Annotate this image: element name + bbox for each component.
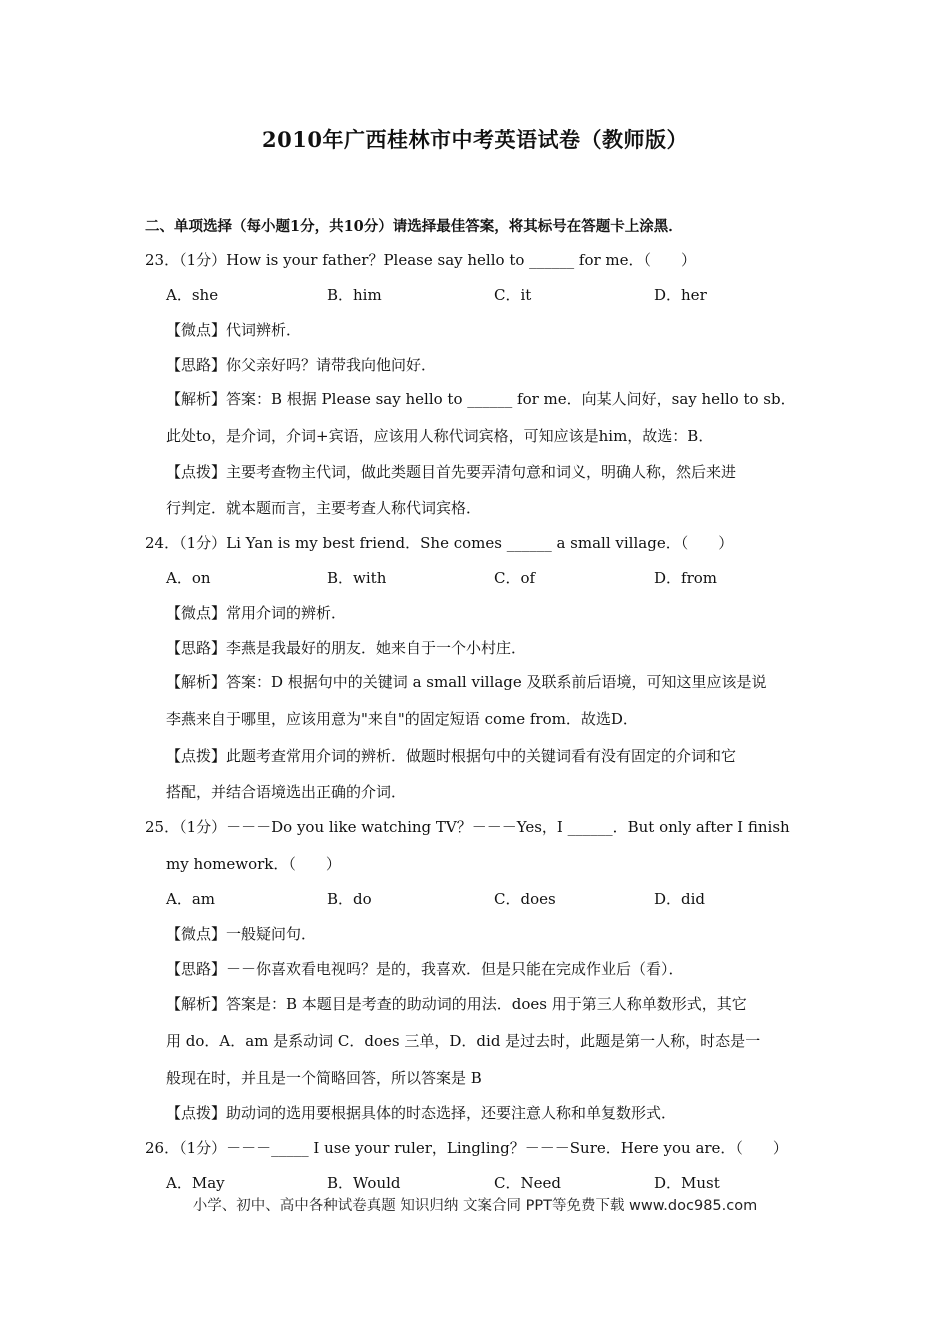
analysis-line: 【思路】李燕是我最好的朋友．她来自于一个小村庄． bbox=[166, 639, 527, 657]
analysis-line: 【解析】答案：D 根据句中的关键词 a small village 及联系前后语境，可知这里应该是说 bbox=[166, 673, 767, 691]
option-a: A．on bbox=[166, 569, 211, 587]
analysis-line: 【点拨】主要考查物主代词，做此类题目首先要弄清句意和词义，明确人称，然后来进 bbox=[166, 463, 737, 481]
option-d: D．Must bbox=[654, 1174, 720, 1192]
option-c: C．does bbox=[494, 890, 556, 908]
analysis-line: 此处to，是介词，介词+宾语，应该用人称代词宾格，可知应该是him，故选：B． bbox=[166, 427, 714, 445]
option-b: B．him bbox=[327, 286, 382, 304]
analysis-line: 【点拨】此题考查常用介词的辨析．做题时根据句中的关键词看有没有固定的介词和它 bbox=[166, 747, 737, 765]
analysis-line: 用 do．A．am 是系动词 C．does 三单，D．did 是过去时，此题是第一人称，时态是一 bbox=[166, 1032, 761, 1050]
question-stem: 24．（1分）Li Yan is my best friend．She comes ______ a small village．（ ） bbox=[145, 534, 734, 552]
analysis-line: 【思路】－－你喜欢看电视吗？是的，我喜欢．但是只能在完成作业后（看）． bbox=[166, 960, 684, 978]
analysis-line: 行判定．就本题而言，主要考查人称代词宾格． bbox=[166, 499, 482, 517]
analysis-line: 【微点】常用介词的辨析． bbox=[166, 604, 347, 622]
analysis-line: 般现在时，并且是一个简略回答，所以答案是 B bbox=[166, 1069, 482, 1087]
question-stem: 23．（1分）How is your father？Please say hello to ______ for me．（ ） bbox=[145, 251, 697, 269]
analysis-line: 【微点】一般疑问句． bbox=[166, 925, 317, 943]
question-stem-continued: my homework．（ ） bbox=[166, 855, 341, 873]
option-d: D．her bbox=[654, 286, 707, 304]
option-c: C．it bbox=[494, 286, 532, 304]
option-d: D．did bbox=[654, 890, 706, 908]
section-heading: 二、单项选择（每小题1分，共10分）请选择最佳答案，将其标号在答题卡上涂黑． bbox=[145, 218, 683, 235]
analysis-line: 【解析】答案是：B 本题目是考查的助动词的用法．does 用于第三人称单数形式，其它 bbox=[166, 995, 747, 1013]
option-b: B．Would bbox=[327, 1174, 401, 1192]
document-title: 2010年广西桂林市中考英语试卷（教师版） bbox=[262, 127, 688, 152]
option-a: A．May bbox=[166, 1174, 225, 1192]
analysis-line: 【解析】答案：B 根据 Please say hello to ______ for me．向某人问好，say hello to sb． bbox=[166, 390, 796, 408]
option-d: D．from bbox=[654, 569, 718, 587]
option-a: A．she bbox=[166, 286, 219, 304]
analysis-line: 【思路】你父亲好吗？请带我向他问好． bbox=[166, 356, 437, 374]
question-stem: 26．（1分）－－－_____ I use your ruler，Lingling？－－－Sure．Here you are．（ ） bbox=[145, 1139, 788, 1157]
option-b: B．with bbox=[327, 569, 387, 587]
footer-watermark: 小学、初中、高中各种试卷真题 知识归纳 文案合同 PPT等免费下载 www.doc985.com bbox=[192, 1198, 758, 1214]
option-b: B．do bbox=[327, 890, 372, 908]
analysis-line: 【微点】代词辨析． bbox=[166, 321, 302, 339]
analysis-line: 搭配，并结合语境选出正确的介词． bbox=[166, 783, 407, 801]
option-c: C．Need bbox=[494, 1174, 561, 1192]
analysis-line: 李燕来自于哪里，应该用意为"来自"的固定短语 come from．故选D． bbox=[166, 710, 638, 728]
analysis-line: 【点拨】助动词的选用要根据具体的时态选择，还要注意人称和单复数形式． bbox=[166, 1104, 677, 1122]
option-a: A．am bbox=[166, 890, 215, 908]
option-c: C．of bbox=[494, 569, 536, 587]
question-stem: 25．（1分）－－－Do you like watching TV？－－－Yes，I ______．But only after I finish bbox=[145, 818, 790, 836]
